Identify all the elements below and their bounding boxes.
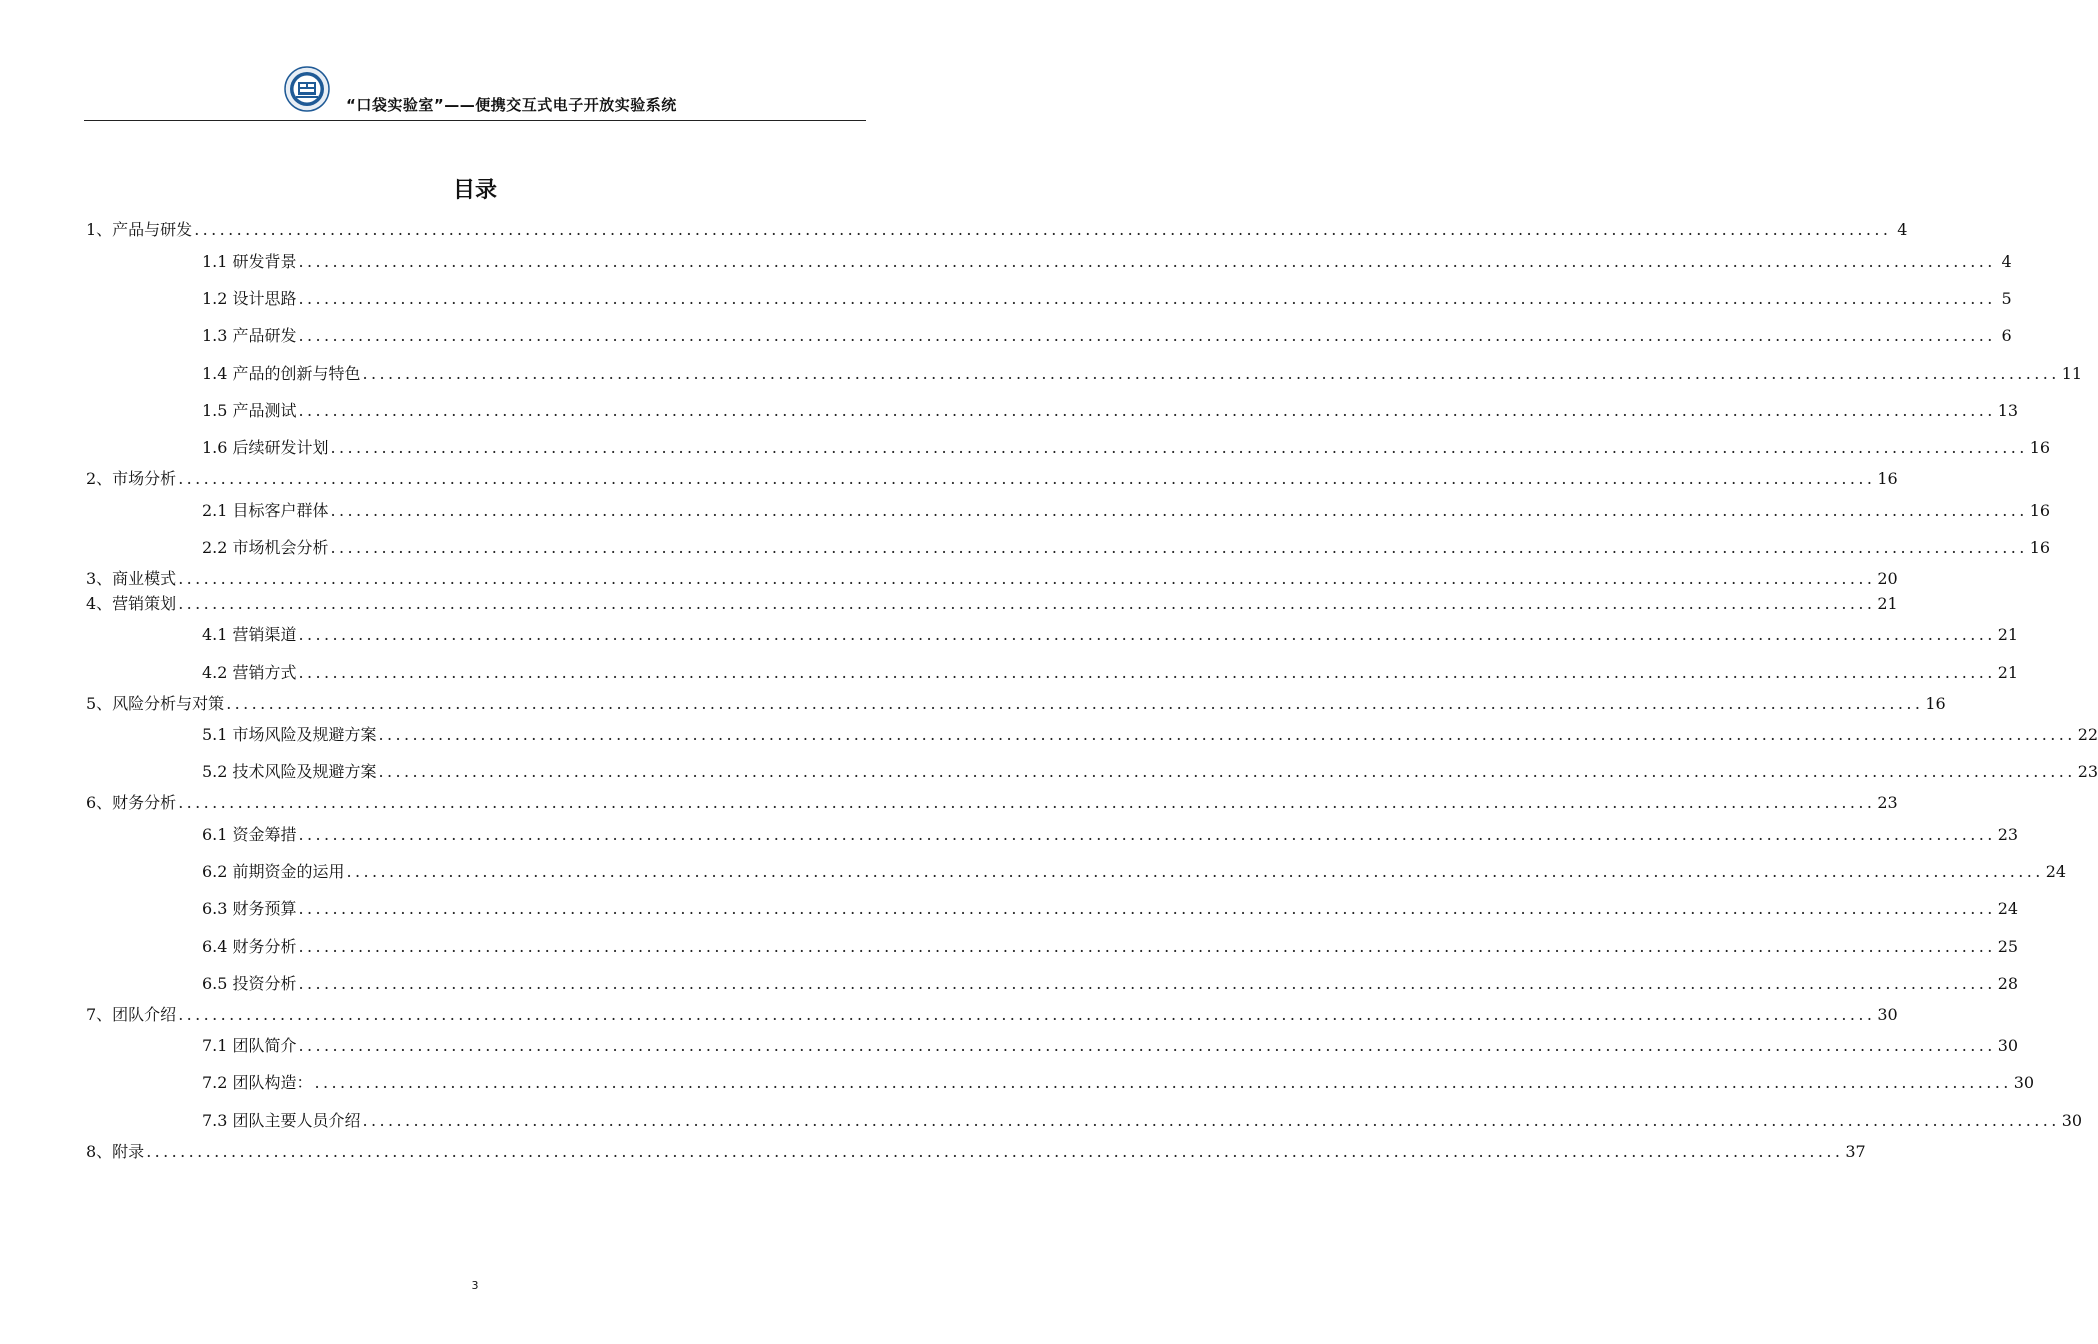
- toc-entry-page: 16: [1925, 694, 1946, 713]
- toc-entry-label: 6.3 财务预算: [202, 899, 297, 918]
- toc-entry[interactable]: [86, 216, 1908, 240]
- toc-entry-page: 24: [2045, 862, 2067, 881]
- toc-entry-page: 24: [1997, 899, 2019, 918]
- toc-entry-label: 4.1 营销渠道: [202, 625, 297, 644]
- toc-leader-dots: ........................................................................................................................................................................................................: [298, 289, 1996, 308]
- toc-entry[interactable]: [202, 933, 2019, 957]
- toc-entry-page: 23: [1877, 793, 1898, 812]
- toc-entry-page: 4: [1897, 220, 1908, 239]
- toc-entry-label: 5.1 市场风险及规避方案: [202, 725, 377, 744]
- toc-entry-label: 6.5 投资分析: [202, 974, 297, 993]
- toc-leader-dots: ........................................................................................................................................................................................................: [362, 1111, 2060, 1130]
- toc-title: 目录: [452, 178, 497, 203]
- toc-leader-dots: ........................................................................................................................................................................................................: [298, 252, 1996, 271]
- toc-entry-label: 1、产品与研发: [86, 220, 193, 239]
- toc-entry-page: 21: [1997, 625, 2019, 644]
- toc-entry-page: 25: [1997, 937, 2019, 956]
- toc-leader-dots: ........................................................................................................................................................................................................: [146, 1142, 1844, 1161]
- toc-leader-dots: ........................................................................................................................................................................................................: [314, 1073, 2012, 1092]
- toc-entry-label: 7.3 团队主要人员介绍: [202, 1111, 361, 1130]
- toc-entry-label: 4.2 营销方式: [202, 663, 297, 682]
- toc-entry[interactable]: [202, 1107, 2083, 1131]
- toc-entry-label: 1.1 研发背景: [202, 252, 297, 271]
- toc-entry[interactable]: [202, 721, 2098, 745]
- toc-leader-dots: ........................................................................................................................................................................................................: [298, 1036, 1996, 1055]
- toc-entry[interactable]: [86, 690, 1946, 714]
- toc-entry[interactable]: [202, 858, 2067, 882]
- page-header: [84, 64, 866, 122]
- toc-entry-page: 16: [1877, 469, 1898, 488]
- toc-entry-label: 4、营销策划: [86, 594, 177, 613]
- toc-entry[interactable]: [202, 322, 2012, 346]
- toc-entry[interactable]: [202, 758, 2098, 782]
- toc-entry[interactable]: [202, 434, 2051, 458]
- toc-leader-dots: ........................................................................................................................................................................................................: [178, 469, 1876, 488]
- toc-entry[interactable]: [202, 821, 2019, 845]
- toc-entry[interactable]: [202, 1032, 2019, 1056]
- toc-leader-dots: ........................................................................................................................................................................................................: [330, 501, 2028, 520]
- toc-leader-dots: ........................................................................................................................................................................................................: [178, 793, 1876, 812]
- toc-entry-page: 22: [2077, 725, 2098, 744]
- toc-entry-label: 5.2 技术风险及规避方案: [202, 762, 377, 781]
- toc-entry[interactable]: [202, 497, 2051, 521]
- toc-entry-label: 6.4 财务分析: [202, 937, 297, 956]
- toc-leader-dots: ........................................................................................................................................................................................................: [194, 220, 1892, 239]
- toc-leader-dots: ........................................................................................................................................................................................................: [298, 663, 1996, 682]
- toc-entry[interactable]: [86, 1001, 1898, 1025]
- toc-entry[interactable]: [202, 621, 2019, 645]
- toc-entry-page: 21: [1877, 594, 1898, 613]
- toc-entry[interactable]: [202, 397, 2019, 421]
- toc-entry-label: 1.5 产品测试: [202, 401, 297, 420]
- toc-entry-page: 23: [1997, 825, 2019, 844]
- toc-entry-page: 4: [2001, 252, 2012, 271]
- toc-entry[interactable]: [202, 534, 2051, 558]
- toc-entry-page: 6: [2001, 326, 2012, 345]
- toc-entry[interactable]: [202, 248, 2012, 272]
- toc-entry-label: 2、市场分析: [86, 469, 177, 488]
- toc-leader-dots: ........................................................................................................................................................................................................: [298, 625, 1996, 644]
- toc-entry-page: 30: [1877, 1005, 1898, 1024]
- toc-leader-dots: ........................................................................................................................................................................................................: [298, 401, 1996, 420]
- toc-entry-page: 16: [2029, 501, 2051, 520]
- toc-leader-dots: ........................................................................................................................................................................................................: [378, 725, 2076, 744]
- toc-entry[interactable]: [202, 895, 2019, 919]
- toc-entry[interactable]: [202, 970, 2019, 994]
- toc-leader-dots: ........................................................................................................................................................................................................: [298, 825, 1996, 844]
- toc-entry[interactable]: [86, 565, 1898, 589]
- toc-leader-dots: ........................................................................................................................................................................................................: [178, 569, 1876, 588]
- toc-entry-label: 3、商业模式: [86, 569, 177, 588]
- toc-leader-dots: ........................................................................................................................................................................................................: [298, 899, 1996, 918]
- header-title: “口袋实验室”——便携交互式电子开放实验系统: [346, 96, 677, 114]
- page-number: 3: [471, 1279, 479, 1292]
- university-seal-icon: [284, 66, 330, 112]
- toc-leader-dots: ........................................................................................................................................................................................................: [178, 1005, 1876, 1024]
- toc-leader-dots: ........................................................................................................................................................................................................: [178, 594, 1876, 613]
- toc-leader-dots: ........................................................................................................................................................................................................: [346, 862, 2044, 881]
- toc-entry-label: 7、团队介绍: [86, 1005, 177, 1024]
- toc-entry[interactable]: [202, 1069, 2035, 1093]
- toc-entry[interactable]: [86, 1138, 1866, 1162]
- toc-leader-dots: ........................................................................................................................................................................................................: [362, 364, 2060, 383]
- toc-entry-page: 11: [2061, 364, 2083, 383]
- toc-leader-dots: ........................................................................................................................................................................................................: [226, 694, 1924, 713]
- toc-leader-dots: ........................................................................................................................................................................................................: [378, 762, 2076, 781]
- toc-entry-label: 1.2 设计思路: [202, 289, 297, 308]
- toc-entry-page: 23: [2077, 762, 2098, 781]
- toc-entry-label: 2.1 目标客户群体: [202, 501, 329, 520]
- toc-entry-label: 7.2 团队构造：: [202, 1073, 313, 1092]
- toc-entry-label: 7.1 团队简介: [202, 1036, 297, 1055]
- toc-entry-label: 1.4 产品的创新与特色: [202, 364, 361, 383]
- toc-entry-label: 8、附录: [86, 1142, 145, 1161]
- header-divider: [84, 120, 866, 121]
- toc-entry[interactable]: [86, 590, 1898, 614]
- toc-leader-dots: ........................................................................................................................................................................................................: [298, 326, 1996, 345]
- toc-entry-page: 16: [2029, 438, 2051, 457]
- toc-entry-page: 13: [1997, 401, 2019, 420]
- toc-entry-label: 6、财务分析: [86, 793, 177, 812]
- toc-entry-page: 37: [1845, 1142, 1866, 1161]
- toc-entry[interactable]: [202, 285, 2012, 309]
- toc-leader-dots: ........................................................................................................................................................................................................: [298, 974, 1996, 993]
- toc-entry-label: 2.2 市场机会分析: [202, 538, 329, 557]
- toc-entry-page: 30: [1997, 1036, 2019, 1055]
- toc-entry[interactable]: [202, 360, 2083, 384]
- toc-entry-page: 28: [1997, 974, 2019, 993]
- toc-entry-label: 6.1 资金筹措: [202, 825, 297, 844]
- toc-entry-page: 21: [1997, 663, 2019, 682]
- toc-entry-page: 30: [2013, 1073, 2035, 1092]
- toc-entry[interactable]: [86, 789, 1898, 813]
- toc-entry-label: 1.6 后续研发计划: [202, 438, 329, 457]
- toc-entry-label: 5、风险分析与对策: [86, 694, 225, 713]
- toc-entry-label: 6.2 前期资金的运用: [202, 862, 345, 881]
- toc-entry-label: 1.3 产品研发: [202, 326, 297, 345]
- toc-entry[interactable]: [86, 465, 1898, 489]
- toc-entry[interactable]: [202, 659, 2019, 683]
- toc-leader-dots: ........................................................................................................................................................................................................: [330, 438, 2028, 457]
- toc-leader-dots: ........................................................................................................................................................................................................: [298, 937, 1996, 956]
- toc-entry-page: 5: [2001, 289, 2012, 308]
- toc-entry-page: 30: [2061, 1111, 2083, 1130]
- toc-entry-page: 16: [2029, 538, 2051, 557]
- toc-entry-page: 20: [1877, 569, 1898, 588]
- toc-leader-dots: ........................................................................................................................................................................................................: [330, 538, 2028, 557]
